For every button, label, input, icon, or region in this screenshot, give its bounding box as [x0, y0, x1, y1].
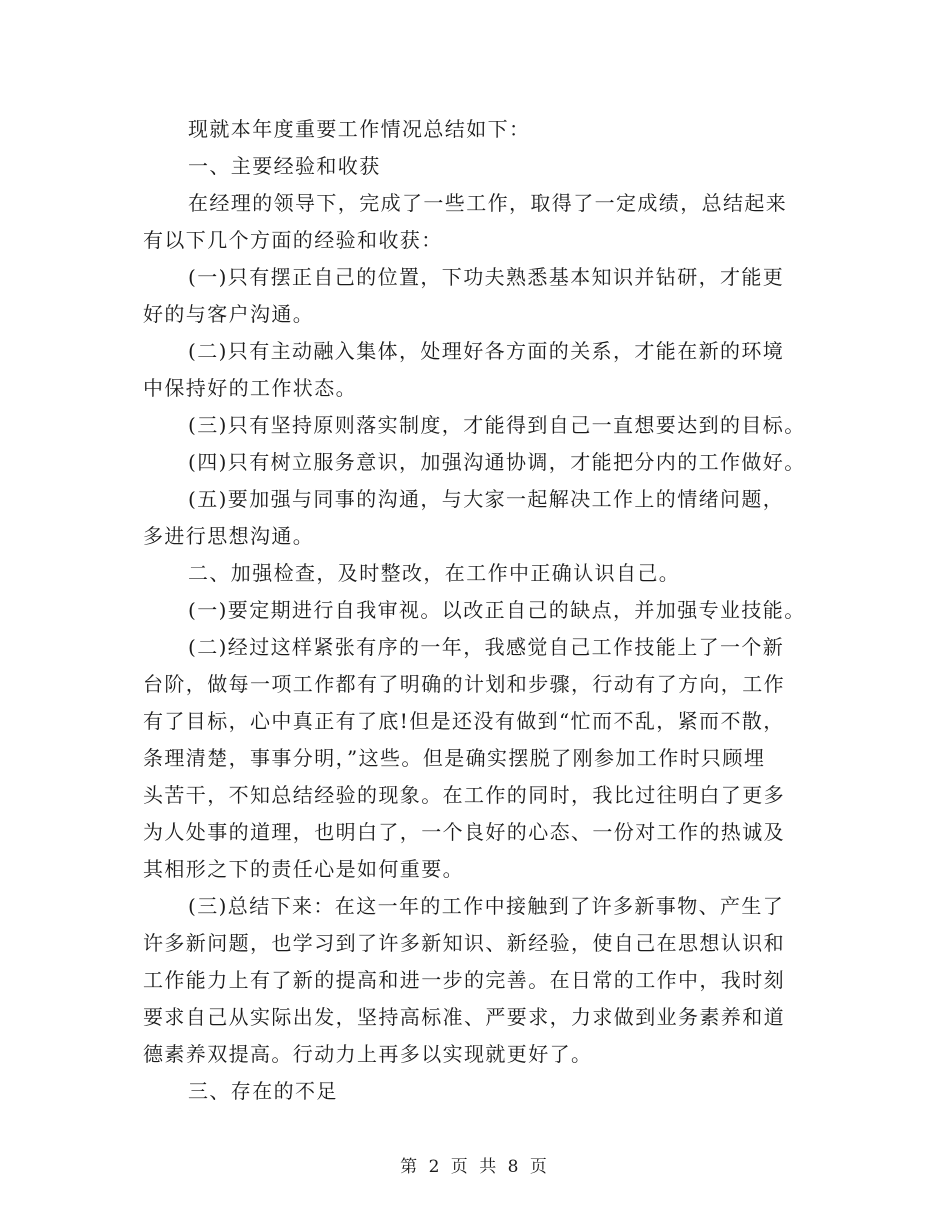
paragraph-line: 德素养双提高。行动力上再多以实现就更好了。	[143, 1042, 593, 1066]
paragraph-line: 条理清楚，事事分明，”这些。但是确实摆脱了刚参加工作时只顾埋	[143, 746, 766, 770]
paragraph-line: 好的与客户沟通。	[143, 302, 315, 326]
paragraph-line: 有了目标，心中真正有了底!但是还没有做到“忙而不乱，紧而不散，	[143, 709, 785, 733]
paragraph-line: (一)只有摆正自己的位置，下功夫熟悉基本知识并钻研，才能更	[188, 265, 785, 289]
paragraph-line: (二)经过这样紧张有序的一年，我感觉自己工作技能上了一个新	[188, 635, 785, 659]
paragraph-line: 头苦干，不知总结经验的现象。在工作的同时，我比过往明白了更多	[143, 783, 785, 807]
paragraph-line: 要求自己从实际出发，坚持高标准、严要求，力求做到业务素养和道	[143, 1005, 785, 1029]
paragraph-line: 多进行思想沟通。	[143, 524, 315, 548]
paragraph-line: 其相形之下的责任心是如何重要。	[143, 857, 464, 881]
paragraph-line: 为人处事的道理，也明白了，一个良好的心态、一份对工作的热诚及	[143, 820, 785, 844]
paragraph-line: (五)要加强与同事的沟通，与大家一起解决工作上的情绪问题，	[188, 487, 785, 511]
paragraph-line: (一)要定期进行自我审视。以改正自己的缺点，并加强专业技能。	[188, 598, 806, 622]
paragraph-line: (三)总结下来：在这一年的工作中接触到了许多新事物、产生了	[188, 894, 785, 918]
document-body	[143, 111, 813, 1110]
page-number-footer: 第 2 页 共 8 页	[400, 1157, 550, 1177]
paragraph-line: 现就本年度重要工作情况总结如下：	[188, 117, 531, 141]
paragraph-line: 台阶，做每一项工作都有了明确的计划和步骤，行动有了方向，工作	[143, 672, 785, 696]
paragraph-line: 在经理的领导下，完成了一些工作，取得了一定成绩，总结起来	[188, 191, 788, 215]
paragraph-line: (二)只有主动融入集体，处理好各方面的关系，才能在新的环境	[188, 339, 785, 363]
paragraph-line: 中保持好的工作状态。	[143, 376, 357, 400]
paragraph-line: (四)只有树立服务意识，加强沟通协调，才能把分内的工作做好。	[188, 450, 806, 474]
paragraph-line: (三)只有坚持原则落实制度，才能得到自己一直想要达到的目标。	[188, 413, 806, 437]
paragraph-line: 工作能力上有了新的提高和进一步的完善。在日常的工作中，我时刻	[143, 968, 785, 992]
section-heading: 一、主要经验和收获	[188, 154, 381, 178]
section-heading: 三、存在的不足	[188, 1079, 338, 1103]
paragraph-line: 许多新问题，也学习到了许多新知识、新经验，使自己在思想认识和	[143, 931, 785, 955]
paragraph-line: 有以下几个方面的经验和收获：	[143, 228, 443, 252]
section-heading: 二、加强检查，及时整改，在工作中正确认识自己。	[188, 561, 681, 585]
